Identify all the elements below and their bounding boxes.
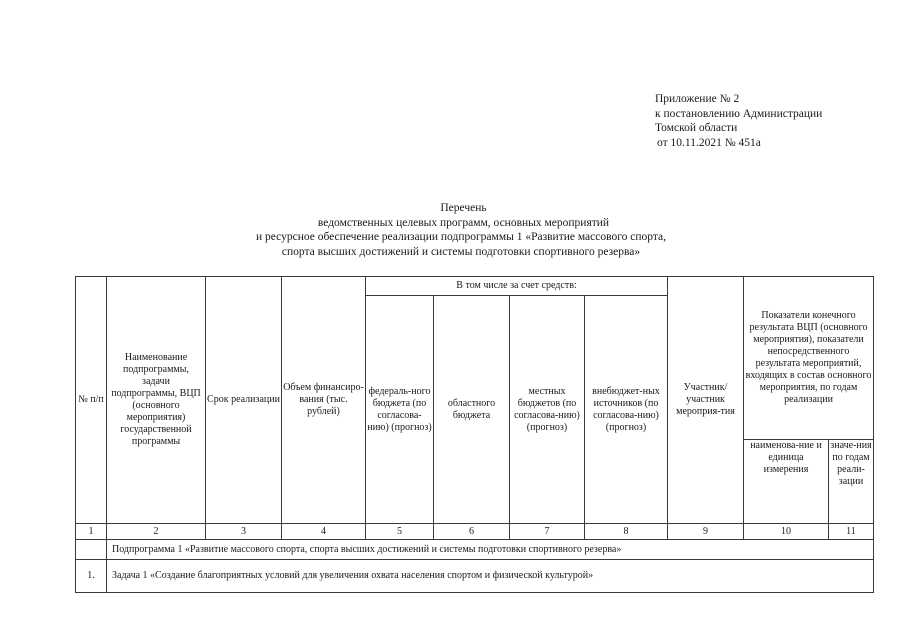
subprogram-title: Подпрограмма 1 «Развитие массового спорта, спорта высших достижений и системы подготовки спортивного резерва»: [107, 540, 874, 560]
header-extra: внебюджет-ных источников (по согласова-нию) (прогноз): [585, 296, 668, 524]
col-number: 7: [510, 524, 585, 540]
task-title: Задача 1 «Создание благоприятных условий для увеличения охвата населения спортом и физической культурой»: [107, 560, 874, 593]
task-number: 1.: [76, 560, 107, 593]
header-indicator-name: наименова-ние и единица измерения: [744, 440, 829, 524]
header-name: Наименование подпрограммы, задачи подпрограммы, ВЦП (основного мероприятия) государственной программы: [107, 277, 206, 524]
header-federal: федераль-ного бюджета (по согласова-нию) (прогноз): [366, 296, 434, 524]
header-indicator-values: значе-ния по годам реали-зации: [829, 440, 874, 524]
col-number: 6: [434, 524, 510, 540]
approval-line-2: к постановлению Администрации: [655, 107, 823, 120]
col-number: 9: [668, 524, 744, 540]
subprogram-row: [76, 540, 874, 560]
header-indicators: Показатели конечного результата ВЦП (основного мероприятия), показатели непосредственного результата мероприятий, входящих в состав основного мероприятия, по годам реализации: [744, 277, 874, 440]
col-number: 11: [829, 524, 874, 540]
title-line-4: спорта высших достижений и системы подготовки спортивного резерва»: [281, 245, 641, 258]
header-volume: Объем финансиро-вания (тыс. рублей): [282, 277, 366, 524]
approval-block: [655, 92, 822, 150]
title-line-2: ведомственных целевых программ, основных мероприятий: [317, 216, 610, 229]
col-number: 2: [107, 524, 206, 540]
col-number: 1: [76, 524, 107, 540]
title-line-3: и ресурсное обеспечение реализации подпрограммы 1 «Развитие массового спорта,: [255, 231, 667, 243]
task-row: [76, 560, 874, 593]
col-number: 4: [282, 524, 366, 540]
title-line-1: Перечень: [440, 202, 487, 214]
document-title: [0, 201, 905, 259]
col-number: 10: [744, 524, 829, 540]
col-number: 3: [206, 524, 282, 540]
approval-line-1: Приложение № 2: [655, 93, 740, 105]
header-num: № п/п: [76, 277, 107, 524]
subprogram-num-cell: [76, 540, 107, 560]
header-regional: областного бюджета: [434, 296, 510, 524]
approval-line-4: от 10.11.2021 № 451а: [657, 136, 761, 149]
col-number: 8: [585, 524, 668, 540]
header-participant: Участник/ участник мероприя-тия: [668, 277, 744, 524]
header-including: В том числе за счет средств:: [366, 277, 668, 296]
program-table: [75, 276, 874, 593]
approval-line-3: Томской области: [655, 122, 738, 134]
header-term: Срок реализации: [206, 277, 282, 524]
column-numbers-row: [76, 524, 874, 540]
header-local: местных бюджетов (по согласова-нию) (прогноз): [510, 296, 585, 524]
col-number: 5: [366, 524, 434, 540]
